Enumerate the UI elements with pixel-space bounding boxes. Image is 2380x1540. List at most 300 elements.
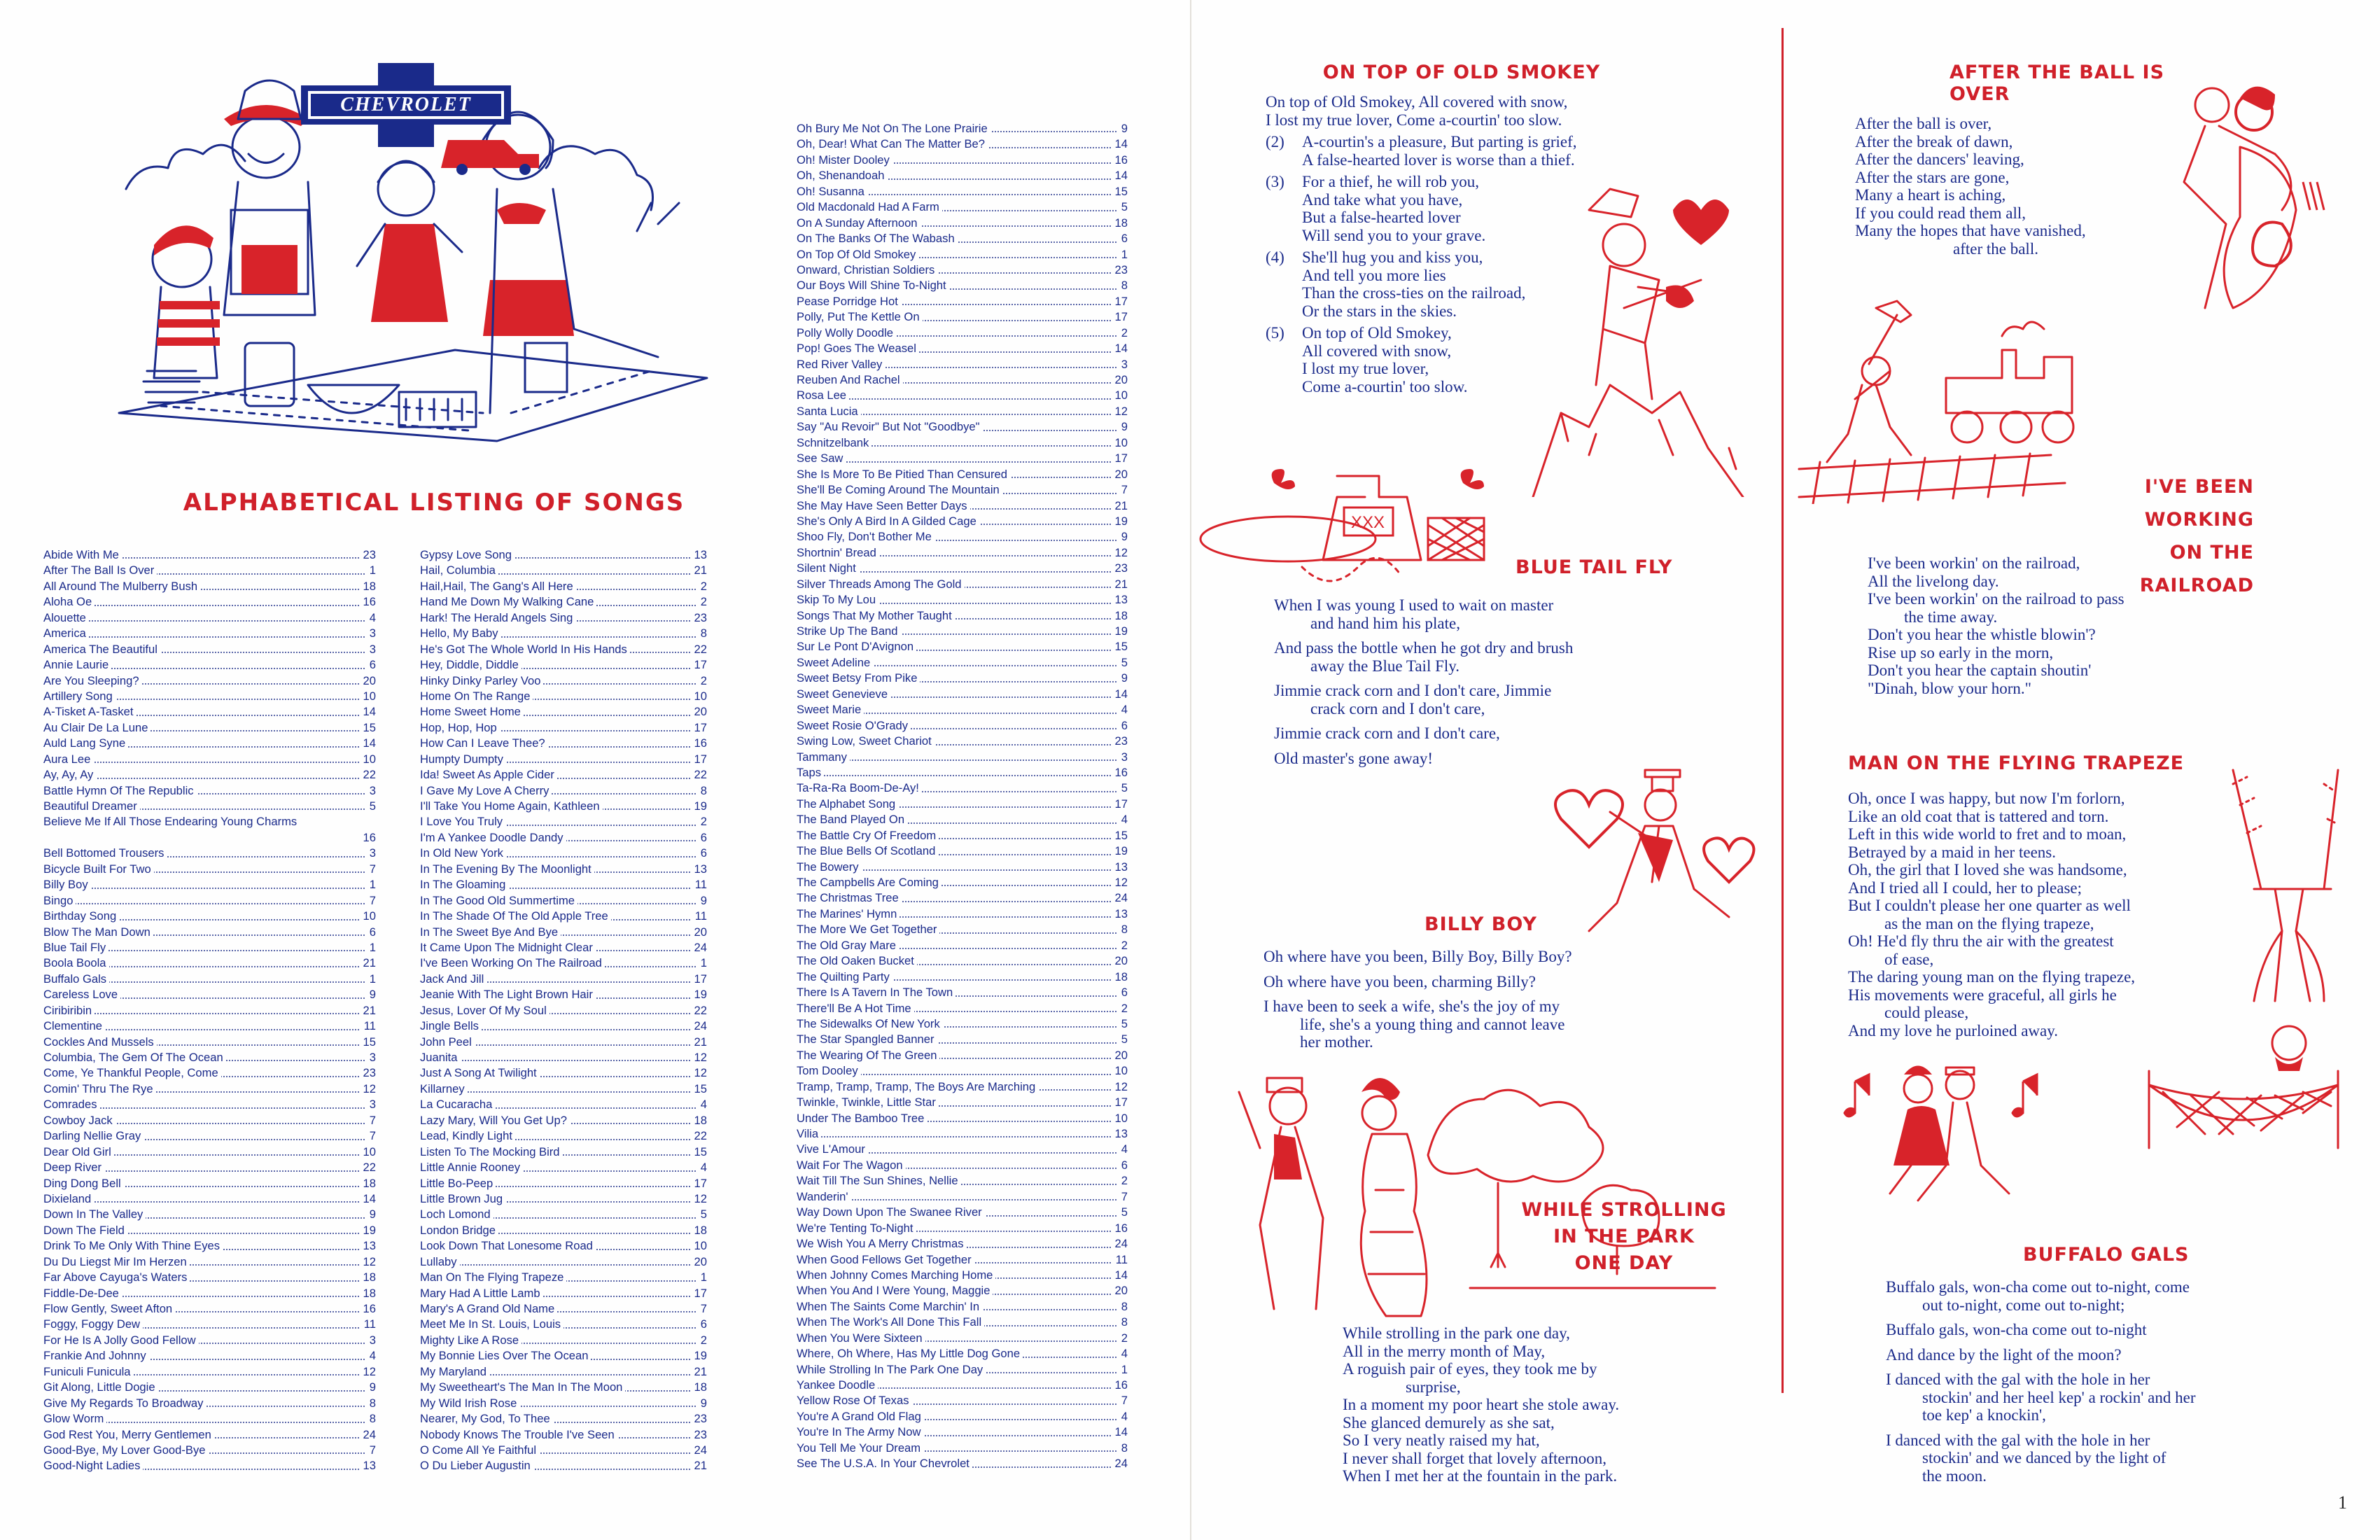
song-index-page-number: 4	[1117, 702, 1128, 718]
song-index-entry	[797, 1393, 1128, 1408]
song-index-entry	[420, 1082, 707, 1097]
song-index-entry	[797, 498, 1128, 514]
song-index-entry	[797, 294, 1128, 309]
song-index-page-number: 24	[690, 1443, 707, 1458]
song-index-page-number: 18	[690, 1113, 707, 1128]
song-index-page-number: 2	[1117, 938, 1128, 953]
song-index-entry	[43, 673, 376, 689]
song-index-page-number: 7	[365, 862, 376, 877]
song-index-title: Hail, Columbia	[420, 564, 498, 577]
song-index-page-number: 4	[1117, 1346, 1128, 1362]
song-index-entry	[420, 1333, 707, 1348]
song-index-entry	[420, 689, 707, 704]
song-while-strolling-in-the-park	[1498, 1197, 1750, 1277]
song-index-title: Silver Threads Among The Gold	[797, 578, 965, 591]
song-index-title: The Sidewalks Of New York	[797, 1017, 943, 1030]
song-index-title: The Blue Bells Of Scotland	[797, 844, 938, 858]
song-index-entry	[797, 545, 1128, 561]
song-title: BLUE TAIL FLY	[1516, 556, 1673, 578]
lyric-line: A roguish pair of eyes, they took me by	[1343, 1360, 1597, 1378]
song-index-entry	[797, 577, 1128, 592]
lyric-line: the time away.	[1904, 608, 1998, 626]
song-index-title: Polly Wolly Doodle	[797, 326, 896, 340]
song-index-entry	[43, 1065, 376, 1081]
song-index-page-number: 7	[1117, 1189, 1128, 1205]
song-index-page-number: 9	[1117, 121, 1128, 136]
song-index-title: Swing Low, Sweet Chariot	[797, 734, 934, 748]
song-index-page-number: 17	[690, 657, 707, 673]
song-index-entry	[420, 1301, 707, 1317]
song-index-title: Under The Bamboo Tree	[797, 1112, 927, 1125]
song-title	[1498, 1197, 1750, 1277]
lyric-line: After the break of dawn,	[1855, 132, 2013, 150]
song-index-entry	[797, 136, 1128, 152]
song-index-title: Tom Dooley	[797, 1064, 861, 1077]
lyric-line: Oh where have you been, charming Billy?	[1264, 972, 1536, 990]
song-index-page-number: 24	[1111, 1236, 1128, 1252]
song-index-entry	[420, 1207, 707, 1222]
song-index-entry	[43, 767, 376, 783]
song-index-title: He's Got The Whole World In His Hands	[420, 643, 630, 656]
song-index-title: Hail,Hail, The Gang's All Here	[420, 580, 576, 593]
lyric-line: And I tried all I could, her to please;	[1848, 878, 2082, 897]
song-index-page-number: 20	[690, 704, 707, 720]
song-index-title: The Star Spangled Banner	[797, 1032, 937, 1046]
song-index-page-number: 3	[365, 1333, 376, 1348]
song-index-title: Buffalo Gals	[43, 972, 109, 986]
lyric-line: All covered with snow,	[1302, 342, 1452, 360]
song-index-title: It Came Upon The Midnight Clear	[420, 941, 596, 954]
song-index-page-number: 1	[1117, 1362, 1128, 1378]
song-index-title: Hinky Dinky Parley Voo	[420, 674, 543, 687]
song-index-entry	[797, 985, 1128, 1000]
song-index-page-number: 11	[360, 1018, 376, 1034]
song-index-page-number: 2	[696, 673, 707, 689]
lyric-line: All in the merry month of May,	[1343, 1342, 1546, 1360]
chevrolet-logo	[301, 63, 511, 147]
song-index-entry	[797, 765, 1128, 780]
song-index-entry	[420, 736, 707, 751]
song-index-title: In The Sweet Bye And Bye	[420, 925, 561, 939]
song-index-title: Vilia	[797, 1127, 821, 1140]
song-index-title: She May Have Seen Better Days	[797, 499, 970, 512]
song-index-entry	[420, 579, 707, 594]
song-index-page-number: 8	[1117, 1299, 1128, 1315]
song-index-page-number: 20	[1111, 467, 1128, 482]
song-index-page-number: 3	[365, 783, 376, 799]
song-index-title: The Campbells Are Coming	[797, 876, 941, 889]
lyric-line: I have been to seek a wife, she's the joy of my	[1264, 997, 1560, 1015]
song-index-entry	[797, 121, 1128, 136]
lyric-stanza	[1274, 682, 1736, 718]
song-index-page-number: 24	[690, 1018, 707, 1034]
song-index-page-number: 14	[1111, 687, 1128, 702]
song-index-title: Come, Ye Thankful People, Come	[43, 1066, 221, 1079]
song-index-page-number: 5	[1117, 780, 1128, 796]
song-index-page-number: 4	[365, 1348, 376, 1364]
song-index-entry	[420, 563, 707, 578]
song-index-page-number: 12	[1111, 875, 1128, 890]
lyric-line: Rise up so early in the morn,	[1868, 643, 2054, 662]
song-index-title: Wanderin'	[797, 1190, 851, 1203]
song-index-page-number: 1	[1117, 247, 1128, 262]
song-after-the-ball-is-over	[1855, 62, 2219, 258]
song-index-title: You're In The Army Now	[797, 1425, 924, 1438]
lyric-line: She'll hug you and kiss you,	[1302, 248, 1483, 266]
song-index-entry	[797, 1252, 1128, 1268]
song-index-title: The Battle Cry Of Freedom	[797, 829, 939, 842]
song-index-title: Way Down Upon The Swanee River	[797, 1205, 985, 1219]
lyric-line: And tell you more lies	[1302, 266, 1446, 284]
lyric-line: after the ball.	[1953, 239, 2038, 258]
song-index-page-number: 2	[696, 814, 707, 830]
song-index-title: Bell Bottomed Trousers	[43, 846, 167, 860]
lyric-verse	[1266, 133, 1742, 169]
lyric-line: Many a heart is aching,	[1855, 186, 2006, 204]
lyric-line: Betrayed by a maid in her teens.	[1848, 843, 2056, 861]
song-index-title: God Rest You, Merry Gentlemen	[43, 1428, 214, 1441]
lyric-line: I danced with the gal with the hole in her	[1886, 1371, 2150, 1388]
song-index-entry	[797, 247, 1128, 262]
song-index-entry	[797, 608, 1128, 624]
song-index-entry	[43, 783, 376, 799]
song-index-title: Oh! Susanna	[797, 185, 867, 198]
song-index-entry	[43, 987, 376, 1002]
song-index-entry	[797, 1315, 1128, 1330]
song-index-title: Ding Dong Bell	[43, 1177, 124, 1190]
song-index-title: When Good Fellows Get Together	[797, 1253, 974, 1266]
song-lyrics	[1274, 596, 1736, 767]
song-index-entry	[797, 1016, 1128, 1032]
song-index-column-2	[420, 547, 707, 1474]
song-buffalo-gals	[1848, 1244, 2268, 1492]
song-index-title: Deep River	[43, 1161, 104, 1174]
song-index-page-number: 10	[690, 689, 707, 704]
song-index-page-number: 17	[1111, 451, 1128, 466]
song-index-page-number: 6	[1117, 1158, 1128, 1173]
song-index-entry	[420, 1427, 707, 1443]
lyric-line: Jimmie crack corn and I don't care, Jimmie	[1274, 682, 1552, 699]
song-index-page-number: 3	[365, 642, 376, 657]
song-index-title: Ay, Ay, Ay	[43, 768, 96, 781]
song-index-page-number: 18	[359, 1176, 376, 1191]
song-index-title: Little Brown Jug	[420, 1192, 505, 1205]
song-index-entry	[797, 372, 1128, 388]
song-index-entry	[797, 1268, 1128, 1283]
song-index-page-number: 24	[690, 940, 707, 955]
song-index-entry	[43, 1443, 376, 1458]
song-index-page-number: 23	[690, 610, 707, 626]
song-index-entry	[797, 687, 1128, 702]
song-index-page-number: 20	[359, 673, 376, 689]
song-index-entry	[43, 1364, 376, 1380]
song-index-title: Au Clair De La Lune	[43, 721, 150, 734]
song-index-entry	[420, 1254, 707, 1270]
lyric-line: Left in this wide world to fret and to moan,	[1848, 825, 2127, 843]
song-index-page-number: 12	[359, 1254, 376, 1270]
song-index-title: I Love You Truly	[420, 815, 505, 828]
song-index-page-number: 23	[1111, 734, 1128, 749]
song-index-title: On The Banks Of The Wabash	[797, 232, 958, 245]
song-index-entry	[43, 752, 376, 767]
song-index-title: O Come All Ye Faithful	[420, 1443, 539, 1457]
song-index-entry	[797, 890, 1128, 906]
song-index-page-number: 8	[1117, 1315, 1128, 1330]
song-index-title: Killarney	[420, 1082, 468, 1096]
lyric-line: Oh, the girl that I loved she was handsome,	[1848, 861, 2127, 878]
song-index-title: Sur Le Pont D'Avignon	[797, 640, 916, 653]
song-index-title: There Is A Tavern In The Town	[797, 986, 955, 999]
song-index-entry	[797, 1441, 1128, 1456]
song-index-page-number: 9	[696, 893, 707, 909]
song-index-title: Shoo Fly, Don't Bother Me	[797, 530, 934, 543]
song-index-entry	[420, 862, 707, 877]
dancing-couple-music-notes-illustration	[1841, 1054, 2051, 1214]
song-index-page-number: 19	[1111, 624, 1128, 639]
song-index-entry	[43, 1097, 376, 1112]
chevrolet-logo-text: CHEVROLET	[340, 94, 472, 115]
song-index-page-number: 17	[690, 1286, 707, 1301]
song-index-entry	[43, 1082, 376, 1097]
song-index-title: Gypsy Love Song	[420, 548, 514, 561]
song-index-page-number: 16	[1111, 153, 1128, 168]
song-index-title: Comrades	[43, 1098, 100, 1111]
song-index-entry	[797, 262, 1128, 278]
song-index-entry	[420, 1191, 707, 1207]
song-index-page-number: 1	[365, 877, 376, 892]
song-index-entry	[43, 1317, 376, 1332]
song-index-entry	[420, 1018, 707, 1034]
song-index-entry	[420, 610, 707, 626]
song-index-title: Darling Nellie Gray	[43, 1129, 144, 1142]
song-index-entry	[797, 216, 1128, 231]
song-index-title: Dear Old Girl	[43, 1145, 114, 1158]
song-title: ON TOP OF OLD SMOKEY	[1322, 62, 1601, 83]
song-index-entry	[420, 893, 707, 909]
song-index-entry	[797, 357, 1128, 372]
song-index-entry	[797, 1095, 1128, 1110]
song-index-page-number: 16	[359, 1301, 376, 1317]
song-index-title: Du Du Liegst Mir Im Herzen	[43, 1255, 190, 1268]
song-index-entry	[797, 906, 1128, 922]
song-index-entry	[43, 1160, 376, 1175]
lyric-line: toe kep' a knockin',	[1922, 1406, 2046, 1424]
song-index-title: When The Work's All Done This Fall	[797, 1315, 984, 1329]
song-index-page-number: 10	[690, 1238, 707, 1254]
song-index-title: Hey, Diddle, Diddle	[420, 658, 522, 671]
song-index-title: She'll Be Coming Around The Mountain	[797, 483, 1002, 496]
song-index-page-number: 22	[690, 1003, 707, 1018]
song-index-title: The Band Played On	[797, 813, 907, 826]
song-index-page-number: 9	[365, 1207, 376, 1222]
song-index-entry	[797, 639, 1128, 654]
song-index-title: Clementine	[43, 1019, 105, 1032]
page-number: 1	[2338, 1492, 2347, 1513]
song-index-entry	[420, 1160, 707, 1175]
song-index-title: See The U.S.A. In Your Chevrolet	[797, 1457, 972, 1470]
song-index-page-number: 21	[1111, 577, 1128, 592]
song-index-entry	[797, 153, 1128, 168]
song-index-entry	[797, 1362, 1128, 1378]
song-index-title: There'll Be A Hot Time	[797, 1002, 914, 1015]
song-index-entry	[420, 830, 707, 846]
song-index-page-number: 10	[1111, 435, 1128, 451]
song-index-page-number: 3	[365, 1050, 376, 1065]
song-index-page-number: 8	[365, 1396, 376, 1411]
song-index-title: Oh, Dear! What Can The Matter Be?	[797, 137, 988, 150]
song-index-page-number: 7	[365, 1128, 376, 1144]
song-index-page-number: 6	[696, 1317, 707, 1332]
song-index-entry	[420, 1065, 707, 1081]
song-index-entry	[797, 750, 1128, 765]
song-index-page-number: 15	[690, 1144, 707, 1160]
song-index-entry	[420, 799, 707, 814]
song-index-entry	[797, 435, 1128, 451]
song-index-title: Songs That My Mother Taught	[797, 609, 955, 622]
song-index-title: Tramp, Tramp, Tramp, The Boys Are Marching	[797, 1080, 1038, 1093]
song-index-title: Are You Sleeping?	[43, 674, 142, 687]
song-index-title: Battle Hymn Of The Republic	[43, 784, 197, 797]
song-index-title: Abide With Me	[43, 548, 122, 561]
song-index-page-number: 15	[359, 1035, 376, 1050]
song-index-page-number: 1	[696, 955, 707, 971]
song-index-page-number: 21	[690, 1458, 707, 1474]
song-index-entry	[43, 940, 376, 955]
song-index-entry	[420, 955, 707, 971]
lyric-line: could please,	[1884, 1004, 1969, 1021]
title-line: ON THE RAILROAD	[2139, 542, 2254, 596]
song-index-page-number: 14	[1111, 1268, 1128, 1283]
song-index-entry	[43, 1176, 376, 1191]
song-index-page-number: 12	[359, 1364, 376, 1380]
song-index-entry	[797, 1048, 1128, 1063]
song-index-entry	[420, 1223, 707, 1238]
lyric-line: stockin' and we danced by the light of	[1922, 1449, 2166, 1466]
song-index-title: Sweet Genevieve	[797, 687, 890, 701]
lyric-stanza	[1274, 724, 1736, 743]
song-index-entry	[797, 953, 1128, 969]
song-index-page-number: 14	[1111, 136, 1128, 152]
song-index-entry	[797, 1378, 1128, 1393]
song-index-entry	[420, 1458, 707, 1474]
song-index-title: Annie Laurie	[43, 658, 111, 671]
song-index-entry	[43, 657, 376, 673]
song-index-page-number: 12	[690, 1065, 707, 1081]
svg-text:XXX: XXX	[1351, 513, 1385, 532]
title-line: ONE DAY	[1574, 1252, 1674, 1274]
song-index-entry	[43, 1411, 376, 1427]
song-index-title: Aloha Oe	[43, 595, 94, 608]
song-index-page-number: 16	[359, 594, 376, 610]
song-index-title: I'm A Yankee Doodle Dandy	[420, 831, 566, 844]
song-index-page-number: 21	[359, 955, 376, 971]
song-index-entry	[797, 404, 1128, 419]
song-index-entry	[420, 814, 707, 830]
song-index-page-number: 19	[690, 1348, 707, 1364]
song-index-title: Taps	[797, 766, 824, 779]
song-index-title: I'll Take You Home Again, Kathleen	[420, 799, 603, 813]
song-index-title: Frankie And Johnny	[43, 1349, 149, 1362]
song-index-title: Home On The Range	[420, 690, 533, 703]
song-index-title: Blow The Man Down	[43, 925, 153, 939]
song-index-page-number: 19	[690, 799, 707, 814]
song-index-entry	[420, 1050, 707, 1065]
song-index-page-number: 4	[1117, 812, 1128, 827]
song-index-page-number: 10	[359, 1144, 376, 1160]
song-index-title: Look Down That Lonesome Road	[420, 1239, 596, 1252]
song-index-entry	[797, 1205, 1128, 1220]
song-index-title: She Is More To Be Pitied Than Censured	[797, 468, 1010, 481]
song-index-entry	[43, 1380, 376, 1395]
song-index-page-number: 13	[359, 1238, 376, 1254]
song-index-title: Reuben And Rachel	[797, 373, 903, 386]
song-index-page-number: 17	[1111, 309, 1128, 325]
song-index-entry	[43, 1191, 376, 1207]
song-index-entry	[797, 828, 1128, 844]
song-index-title: Pop! Goes The Weasel	[797, 342, 919, 355]
song-index-entry	[420, 1411, 707, 1427]
lyric-line: His movements were graceful, all girls he	[1848, 986, 2117, 1004]
song-blue-tail-fly	[1274, 556, 1736, 774]
song-index-page-number: 17	[1111, 797, 1128, 812]
song-index-title: While Strolling In The Park One Day	[797, 1363, 986, 1376]
song-index-title: The Wearing Of The Green	[797, 1049, 939, 1062]
lyric-line: Many the hopes that have vanished,	[1855, 222, 2086, 239]
song-index-title: We Wish You A Merry Christmas	[797, 1237, 967, 1250]
song-index-entry	[420, 1097, 707, 1112]
song-index-page-number: 11	[691, 877, 707, 892]
song-index-page-number: 10	[359, 689, 376, 704]
song-index-entry	[43, 1207, 376, 1222]
lyric-stanza	[1264, 948, 1740, 966]
song-index-title: Far Above Cayuga's Waters	[43, 1270, 190, 1284]
song-index-title: Careless Love	[43, 988, 120, 1001]
lyric-line: as the man on the flying trapeze,	[1884, 914, 2094, 932]
song-index-page-number: 5	[1117, 1205, 1128, 1220]
song-index-entry	[43, 547, 376, 563]
song-index-page-number: 20	[1111, 1048, 1128, 1063]
song-index-page-number: 18	[359, 1286, 376, 1301]
song-index-entry	[43, 563, 376, 578]
lyric-line: If you could read them all,	[1855, 204, 2026, 222]
song-index-entry	[420, 846, 707, 861]
song-index-page-number: 5	[1117, 200, 1128, 215]
song-index-page-number: 1	[696, 1270, 707, 1285]
song-index-page-number: 20	[690, 1254, 707, 1270]
song-index-title: The Old Gray Mare	[797, 939, 899, 952]
song-index-entry	[420, 877, 707, 892]
song-index-entry	[797, 592, 1128, 608]
song-index-title: Juanita	[420, 1051, 461, 1064]
song-index-page-number: 8	[1117, 922, 1128, 937]
song-index-entry	[797, 1063, 1128, 1079]
lyric-line: And my love he purloined away.	[1848, 1021, 2058, 1040]
song-index-page-number: 24	[1111, 890, 1128, 906]
song-index-entry	[797, 561, 1128, 576]
song-index-page-number: 7	[365, 893, 376, 909]
song-index-title: Sweet Rosie O'Grady	[797, 719, 911, 732]
song-index-title: Columbia, The Gem Of The Ocean	[43, 1051, 226, 1064]
song-index-page-number: 2	[1117, 1331, 1128, 1346]
song-title: BILLY BOY	[1424, 913, 1537, 935]
lyric-stanza	[1264, 973, 1740, 991]
lyric-line: The daring young man on the flying trapeze,	[1848, 968, 2136, 986]
song-index-title: In The Shade Of The Old Apple Tree	[420, 909, 611, 923]
song-index-page-number: 21	[690, 1364, 707, 1380]
song-index-entry	[43, 642, 376, 657]
song-index-title: Say "Au Revoir" But Not "Goodbye"	[797, 420, 983, 433]
song-index-page-number: 21	[690, 563, 707, 578]
